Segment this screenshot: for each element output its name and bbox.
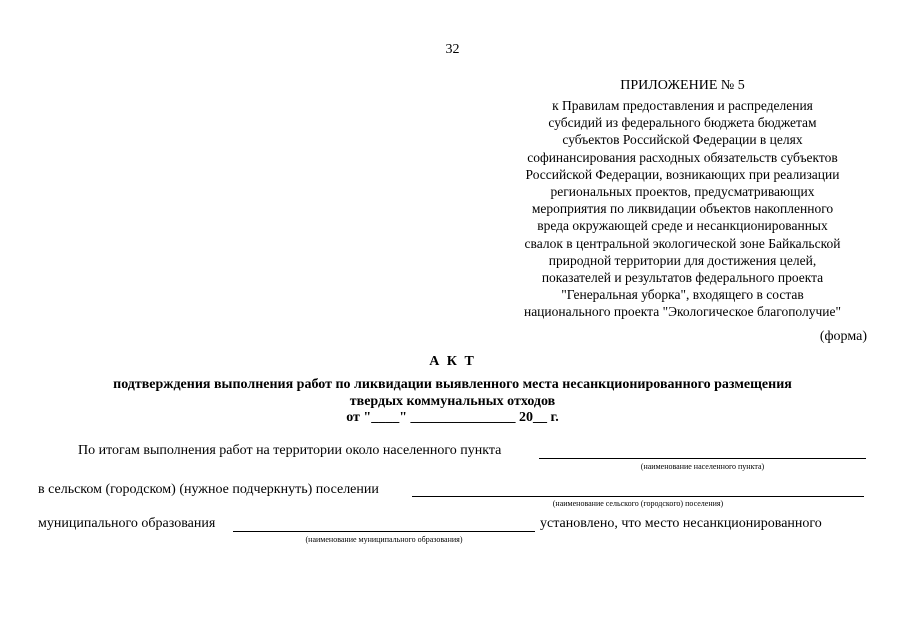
- district-blank[interactable]: [233, 531, 535, 532]
- appendix-line: субъектов Российской Федерации в целях: [562, 132, 803, 148]
- appendix-line: природной территории для достижения целей,: [548, 252, 817, 268]
- municipality-hint: (наименование сельского (городского) поселения): [552, 499, 724, 508]
- appendix-line: Российской Федерации, возникающих при реализации: [525, 166, 840, 182]
- appendix-line: региональных проектов, предусматривающих: [550, 184, 815, 200]
- settlement-label: По итогам выполнения работ на территории около населенного пункта: [78, 443, 502, 458]
- appendix-line: софинансирования расходных обязательств субъектов: [527, 149, 838, 165]
- page-number: 32: [445, 42, 460, 57]
- act-title: А К Т: [429, 354, 476, 369]
- district-label: муниципального образования: [38, 516, 216, 531]
- appendix-line: "Генеральная уборка", входящего в состав: [561, 287, 804, 303]
- appendix-title: ПРИЛОЖЕНИЕ № 5: [620, 78, 745, 93]
- appendix-line: национального проекта "Экологическое благополучие": [523, 304, 842, 320]
- appendix-line: к Правилам предоставления и распределения: [552, 98, 813, 113]
- appendix-line: субсидий из федерального бюджета бюджетам: [548, 115, 817, 131]
- form-label: (форма): [819, 329, 867, 344]
- district-hint: (наименование муниципального образования): [305, 535, 463, 544]
- municipality-label: в сельском (городском) (нужное подчеркнуть) поселении: [38, 482, 379, 497]
- appendix-line: свалок в центральной экологической зоне Байкальской: [524, 235, 841, 251]
- settlement-hint: (наименование населенного пункта): [640, 462, 765, 471]
- act-subtitle-line: подтверждения выполнения работ по ликвидации выявленного места несанкционированного размещения: [113, 377, 792, 392]
- appendix-text: [497, 97, 868, 321]
- municipality-blank[interactable]: [412, 496, 864, 497]
- act-subtitle: [60, 376, 845, 410]
- appendix-line: вреда окружающей среде и несанкционированных: [537, 218, 828, 234]
- conclusion-text: установлено, что место несанкционированного: [540, 516, 822, 531]
- appendix-line: мероприятия по ликвидации объектов накопленного: [531, 201, 834, 217]
- act-subtitle-line: твердых коммунальных отходов: [349, 394, 556, 409]
- act-date: от "____" _______________ 20__ г.: [346, 410, 559, 425]
- appendix-line: показателей и результатов федерального проекта: [541, 270, 824, 286]
- settlement-blank[interactable]: [539, 458, 866, 459]
